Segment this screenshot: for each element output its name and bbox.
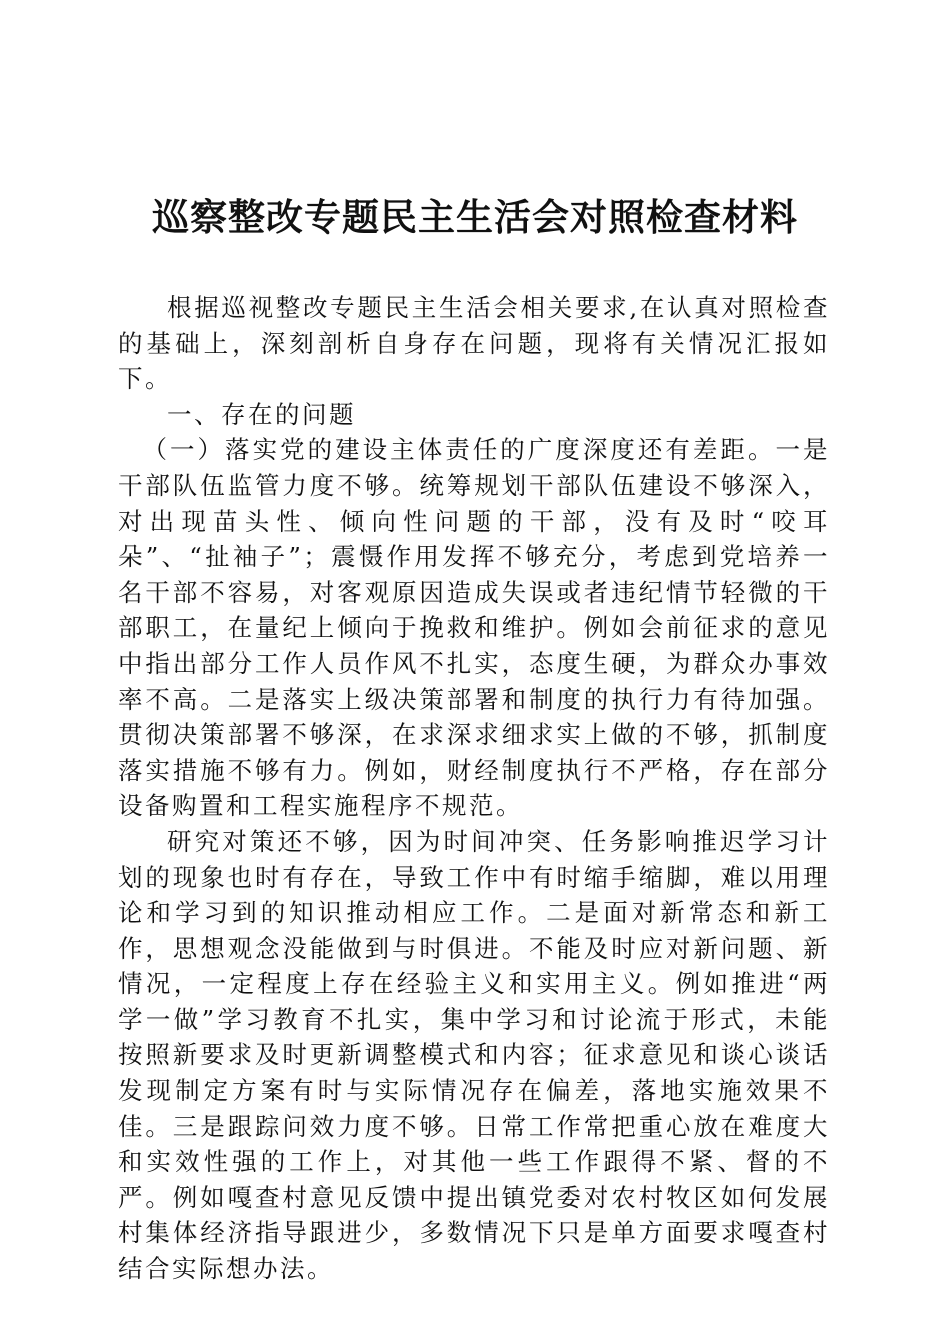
document-body: [118, 290, 830, 1287]
body-paragraph-2: 研究对策还不够，因为时间冲突、任务影响推迟学习计划的现象也时有存在，导致工作中有时缩手缩脚，难以用理论和学习到的知识推动相应工作。二是面对新常态和新工作，思想观念没能做到与时俱进。不能及时应对新问题、新情况，一定程度上存在经验主义和实用主义。例如推进“两学一做”学习教育不扎实，集中学习和讨论流于形式，未能按照新要求及时更新调整模式和内容；征求意见和谈心谈话发现制定方案有时与实际情况存在偏差，落地实施效果不佳。三是跟踪问效力度不够。日常工作常把重心放在难度大和实效性强的工作上，对其他一些工作跟得不紧、督的不严。例如嘎查村意见反馈中提出镇党委对农村牧区如何发展村集体经济指导跟进少，多数情况下只是单方面要求嘎查村结合实际想办法。: [118, 826, 830, 1284]
intro-paragraph: 根据巡视整改专题民主生活会相关要求,在认真对照检查的基础上，深刻剖析自身存在问题，现将有关情况汇报如下。: [118, 293, 830, 394]
body-paragraph-1: （一）落实党的建设主体责任的广度深度还有差距。一是干部队伍监管力度不够。统筹规划干部队伍建设不够深入，对出现苗头性、倾向性问题的干部，没有及时“咬耳朵”、“扯袖子”；震慑作用发挥不够充分，考虑到党培养一名干部不容易，对客观原因造成失误或者违纪情节轻微的干部职工，在量纪上倾向于挽救和维护。例如会前征求的意见中指出部分工作人员作风不扎实，态度生硬，为群众办事效率不高。二是落实上级决策部署和制度的执行力有待加强。贯彻决策部署不够深，在求深求细求实上做的不够，抓制度落实措施不够有力。例如，财经制度执行不严格，存在部分设备购置和工程实施程序不规范。: [118, 435, 830, 821]
section-heading: 一、存在的问题: [167, 399, 356, 429]
document-title: 巡察整改专题民主生活会对照检查材料: [152, 195, 798, 239]
